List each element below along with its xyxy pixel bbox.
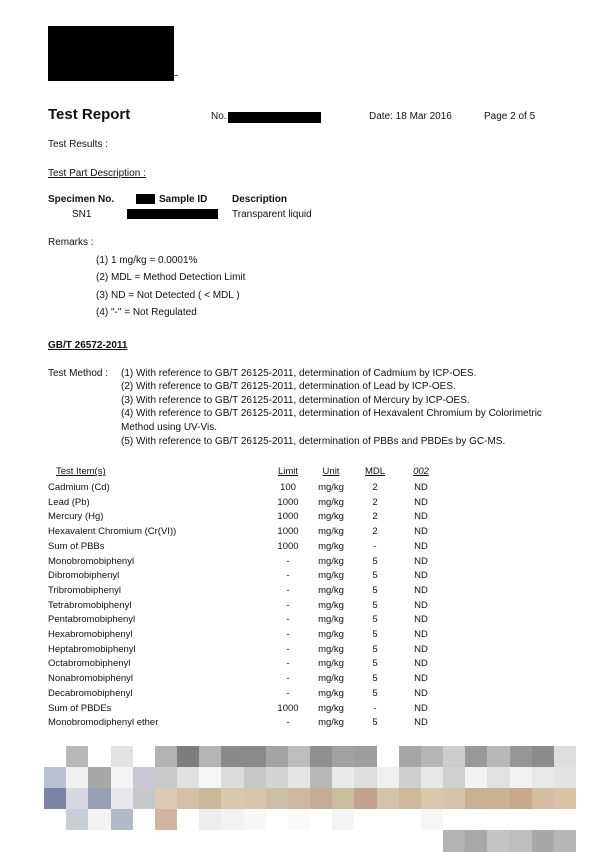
result-value: ND [414, 687, 428, 699]
unit-value: mg/kg [318, 673, 344, 685]
unit-value: mg/kg [318, 482, 344, 493]
mosaic-tile [332, 767, 355, 789]
table-row [0, 511, 600, 526]
mdl-value: 5 [372, 555, 378, 567]
mosaic-tile [377, 830, 400, 852]
limit-value: 1000 [277, 496, 299, 508]
mosaic-tile [266, 788, 289, 810]
result-value: ND [414, 643, 428, 655]
table-row [0, 585, 600, 600]
table-row [0, 673, 600, 688]
unit-value: mg/kg [318, 496, 344, 508]
table-row [0, 600, 600, 615]
test-method-line: (2) With reference to GB/T 26125-2011, determination of Lead by ICP-OES. [121, 381, 456, 392]
result-value: ND [414, 599, 428, 611]
mosaic-tile [510, 809, 533, 831]
remarks-label: Remarks : [48, 237, 94, 248]
mosaic-tile [399, 767, 422, 789]
mosaic-tile [244, 788, 267, 810]
mosaic-tile [177, 746, 200, 768]
unit-value: mg/kg [318, 717, 344, 729]
mosaic-tile [266, 746, 289, 768]
mosaic-tile [465, 809, 488, 831]
mosaic-tile [487, 788, 510, 810]
mosaic-tile [244, 746, 267, 768]
mosaic-tile [155, 788, 178, 810]
result-value: ND [414, 717, 428, 729]
mosaic-tile [155, 746, 178, 768]
mosaic-tile [66, 746, 89, 768]
test-item-name: Heptabromobiphenyl [48, 643, 136, 655]
mosaic-tile [44, 809, 67, 831]
test-item-name: Monobromobiphenyl [48, 555, 135, 567]
report-date: Date: 18 Mar 2016 [369, 111, 452, 122]
test-item-name: Pentabromobiphenyl [48, 614, 136, 626]
mosaic-tile [266, 767, 289, 789]
table-row [0, 497, 600, 512]
result-value: ND [414, 570, 428, 582]
table-row [0, 703, 600, 718]
mosaic-tile [377, 767, 400, 789]
mosaic-tile [421, 788, 444, 810]
mdl-value: 2 [372, 511, 378, 523]
mosaic-tile [88, 746, 111, 768]
test-method-line: (1) With reference to GB/T 26125-2011, determination of Cadmium by ICP-OES. [121, 368, 477, 379]
report-title: Test Report [48, 106, 131, 123]
table-row [0, 482, 600, 497]
result-value: ND [414, 540, 428, 552]
page-indicator: Page 2 of 5 [484, 111, 536, 122]
mosaic-tile [377, 788, 400, 810]
table-row [0, 717, 600, 732]
table-row [0, 541, 600, 556]
mosaic-tile [88, 809, 111, 831]
mosaic-tile [532, 830, 555, 852]
mosaic-tile [554, 767, 577, 789]
mosaic-tile [399, 746, 422, 768]
limit-value: - [286, 584, 290, 596]
mosaic-tile [554, 809, 577, 831]
mosaic-tile [221, 746, 244, 768]
result-value: ND [414, 496, 428, 508]
mosaic-tile [244, 767, 267, 789]
mdl-value: 2 [372, 496, 378, 508]
test-item-name: Hexavalent Chromium (Cr(VI)) [48, 526, 177, 538]
test-method-line: Method using UV-Vis. [121, 422, 217, 433]
limit-value: - [286, 643, 290, 655]
test-method-line: (5) With reference to GB/T 26125-2011, determination of PBBs and PBDEs by GC-MS. [121, 436, 506, 447]
table-row [0, 644, 600, 659]
unit-value: mg/kg [318, 614, 344, 626]
table-row [0, 570, 600, 585]
mosaic-tile [354, 830, 377, 852]
logo-tick-mark [174, 75, 178, 76]
mosaic-tile [199, 746, 222, 768]
mdl-value: 5 [372, 643, 378, 655]
mdl-value: 5 [372, 687, 378, 699]
mosaic-tile [66, 767, 89, 789]
mosaic-tile [487, 767, 510, 789]
pixelated-footer-redaction [44, 746, 576, 851]
mosaic-tile [221, 809, 244, 831]
limit-value: - [286, 629, 290, 640]
mosaic-tile [88, 767, 111, 789]
mosaic-tile [288, 767, 311, 789]
mosaic-tile [133, 767, 156, 789]
mosaic-tile [377, 746, 400, 768]
mosaic-tile [421, 767, 444, 789]
mosaic-tile [443, 809, 466, 831]
test-part-description-heading: Test Part Description : [48, 168, 146, 179]
unit-value: mg/kg [318, 584, 344, 596]
mosaic-tile [354, 767, 377, 789]
mosaic-tile [510, 788, 533, 810]
result-value: ND [414, 673, 428, 685]
test-item-name: Tribromobiphenyl [48, 584, 122, 596]
test-item-name: Sum of PBBs [48, 540, 105, 552]
mosaic-tile [332, 809, 355, 831]
result-value: ND [414, 629, 428, 640]
mosaic-tile [443, 746, 466, 768]
mosaic-tile [310, 788, 333, 810]
limit-header: Limit [277, 466, 299, 477]
test-item-name: Lead (Pb) [48, 496, 90, 508]
limit-value: - [286, 658, 290, 670]
description-value: Transparent liquid [232, 209, 312, 220]
mdl-value: 2 [372, 526, 378, 538]
unit-value: mg/kg [318, 643, 344, 655]
mosaic-tile [221, 767, 244, 789]
mosaic-tile [177, 830, 200, 852]
limit-value: - [286, 570, 290, 582]
mosaic-tile [133, 809, 156, 831]
table-row [0, 688, 600, 703]
mdl-value: 5 [372, 673, 378, 685]
limit-value: 100 [280, 482, 296, 493]
specimen-no-header: Specimen No. [48, 194, 115, 205]
limit-value: - [286, 599, 290, 611]
mosaic-tile [244, 809, 267, 831]
mosaic-tile [66, 809, 89, 831]
mosaic-tile [443, 788, 466, 810]
test-method-label: Test Method : [48, 368, 109, 379]
mosaic-tile [554, 788, 577, 810]
standard-heading: GB/T 26572-2011 [48, 340, 128, 351]
report-no-label: No. [211, 111, 227, 122]
mosaic-tile [310, 809, 333, 831]
mosaic-tile [465, 767, 488, 789]
mosaic-tile [66, 788, 89, 810]
mosaic-tile [377, 809, 400, 831]
unit-value: mg/kg [318, 555, 344, 567]
test-item-name: Mercury (Hg) [48, 511, 104, 523]
mdl-value: 5 [372, 614, 378, 626]
limit-value: - [286, 717, 290, 729]
mdl-value: 5 [372, 584, 378, 596]
mosaic-tile [288, 788, 311, 810]
test-item-name: Dibromobiphenyl [48, 570, 120, 582]
description-header: Description [232, 194, 288, 205]
mosaic-tile [266, 830, 289, 852]
mosaic-tile [532, 746, 555, 768]
mosaic-tile [133, 788, 156, 810]
mosaic-tile [354, 788, 377, 810]
mosaic-tile [510, 746, 533, 768]
mosaic-tile [88, 788, 111, 810]
results-table-header [0, 466, 600, 481]
mosaic-tile [354, 809, 377, 831]
mosaic-tile [510, 767, 533, 789]
redacted-header-mark [136, 194, 155, 204]
mosaic-tile [44, 830, 67, 852]
remark-item: (4) "-" = Not Regulated [96, 307, 197, 318]
mosaic-tile [532, 809, 555, 831]
result-value: ND [414, 482, 428, 493]
unit-value: mg/kg [318, 629, 344, 640]
mosaic-tile [288, 830, 311, 852]
mosaic-tile [44, 746, 67, 768]
table-row [0, 629, 600, 644]
limit-value: 1000 [277, 511, 299, 523]
mosaic-tile [465, 830, 488, 852]
mosaic-tile [88, 830, 111, 852]
limit-value: - [286, 614, 290, 626]
unit-value: mg/kg [318, 526, 344, 538]
mdl-value: - [373, 702, 377, 714]
result-value: ND [414, 526, 428, 538]
mdl-value: 5 [372, 717, 378, 729]
limit-value: 1000 [277, 702, 299, 714]
table-row [0, 658, 600, 673]
mosaic-tile [332, 788, 355, 810]
specimen-no-value: SN1 [72, 209, 92, 220]
mosaic-tile [288, 809, 311, 831]
mosaic-tile [221, 830, 244, 852]
mosaic-tile [487, 809, 510, 831]
mosaic-tile [421, 809, 444, 831]
mdl-value: - [373, 540, 377, 552]
result-value: ND [414, 614, 428, 626]
result-value: ND [414, 702, 428, 714]
mosaic-tile [155, 809, 178, 831]
table-row [0, 526, 600, 541]
test-item-name: Cadmium (Cd) [48, 482, 110, 493]
mosaic-tile [155, 830, 178, 852]
mosaic-tile [44, 788, 67, 810]
mdl-value: 5 [372, 629, 378, 640]
test-item-name: Monobromodiphenyl ether [48, 717, 159, 729]
mosaic-tile [133, 830, 156, 852]
mosaic-tile [111, 788, 134, 810]
mosaic-tile [554, 830, 577, 852]
remark-item: (1) 1 mg/kg = 0.0001% [96, 255, 198, 266]
table-row [0, 556, 600, 571]
unit-value: mg/kg [318, 570, 344, 582]
unit-header: Unit [322, 466, 340, 477]
mosaic-tile [332, 746, 355, 768]
unit-value: mg/kg [318, 687, 344, 699]
mosaic-tile [111, 767, 134, 789]
mdl-header: MDL [364, 466, 386, 477]
test-item-name: Octabromobiphenyl [48, 658, 131, 670]
test-method-line: (4) With reference to GB/T 26125-2011, determination of Hexavalent Chromium by Colorimetric [121, 408, 542, 419]
limit-value: - [286, 555, 290, 567]
redacted-sample-id [127, 209, 218, 219]
mosaic-tile [421, 746, 444, 768]
limit-value: - [286, 687, 290, 699]
mosaic-tile [266, 809, 289, 831]
mosaic-tile [155, 767, 178, 789]
table-row [0, 614, 600, 629]
test-method-line: (3) With reference to GB/T 26125-2011, determination of Mercury by ICP-OES. [121, 395, 470, 406]
test-results-heading: Test Results : [48, 139, 109, 150]
mosaic-tile [199, 809, 222, 831]
test-item-name: Tetrabromobiphenyl [48, 599, 132, 611]
result-value: ND [414, 511, 428, 523]
mosaic-tile [510, 830, 533, 852]
mdl-value: 2 [372, 482, 378, 493]
mosaic-tile [532, 788, 555, 810]
limit-value: 1000 [277, 540, 299, 552]
mosaic-tile [554, 746, 577, 768]
mosaic-tile [111, 830, 134, 852]
mosaic-tile [199, 767, 222, 789]
mosaic-tile [421, 830, 444, 852]
mosaic-tile [443, 830, 466, 852]
mosaic-tile [443, 767, 466, 789]
mosaic-tile [66, 830, 89, 852]
redacted-logo [48, 26, 174, 81]
test-item-name: Sum of PBDEs [48, 702, 112, 714]
unit-value: mg/kg [318, 511, 344, 523]
mosaic-tile [111, 746, 134, 768]
remark-item: (3) ND = Not Detected ( < MDL ) [96, 290, 240, 301]
mosaic-tile [244, 830, 267, 852]
mosaic-tile [199, 788, 222, 810]
test-item-name: Decabromobiphenyl [48, 687, 133, 699]
mdl-value: 5 [372, 658, 378, 670]
unit-value: mg/kg [318, 658, 344, 670]
unit-value: mg/kg [318, 702, 344, 714]
mosaic-tile [487, 830, 510, 852]
mdl-value: 5 [372, 599, 378, 611]
mosaic-tile [310, 746, 333, 768]
sample-id-header: Sample ID [159, 194, 208, 205]
mosaic-tile [177, 809, 200, 831]
redacted-report-number [228, 112, 321, 123]
mosaic-tile [177, 788, 200, 810]
test-item-name: Nonabromobiphenyl [48, 673, 134, 685]
result-value: ND [414, 658, 428, 670]
mosaic-tile [465, 788, 488, 810]
mosaic-tile [399, 830, 422, 852]
mdl-value: 5 [372, 570, 378, 582]
mosaic-tile [288, 746, 311, 768]
mosaic-tile [133, 746, 156, 768]
unit-value: mg/kg [318, 540, 344, 552]
mosaic-tile [465, 746, 488, 768]
mosaic-tile [487, 746, 510, 768]
test-item-name: Hexabromobiphenyl [48, 629, 133, 640]
mosaic-tile [399, 788, 422, 810]
mosaic-tile [354, 746, 377, 768]
mosaic-tile [177, 767, 200, 789]
mosaic-tile [44, 767, 67, 789]
result-value: ND [414, 555, 428, 567]
mosaic-tile [532, 767, 555, 789]
mosaic-tile [310, 830, 333, 852]
mosaic-tile [111, 809, 134, 831]
mosaic-tile [399, 809, 422, 831]
limit-value: 1000 [277, 526, 299, 538]
test-item-header: Test Item(s) [56, 466, 106, 477]
mosaic-tile [199, 830, 222, 852]
mosaic-tile [221, 788, 244, 810]
remark-item: (2) MDL = Method Detection Limit [96, 272, 246, 283]
unit-value: mg/kg [318, 599, 344, 611]
mosaic-tile [332, 830, 355, 852]
limit-value: - [286, 673, 290, 685]
sample-result-header: 002 [413, 466, 429, 477]
result-value: ND [414, 584, 428, 596]
mosaic-tile [310, 767, 333, 789]
